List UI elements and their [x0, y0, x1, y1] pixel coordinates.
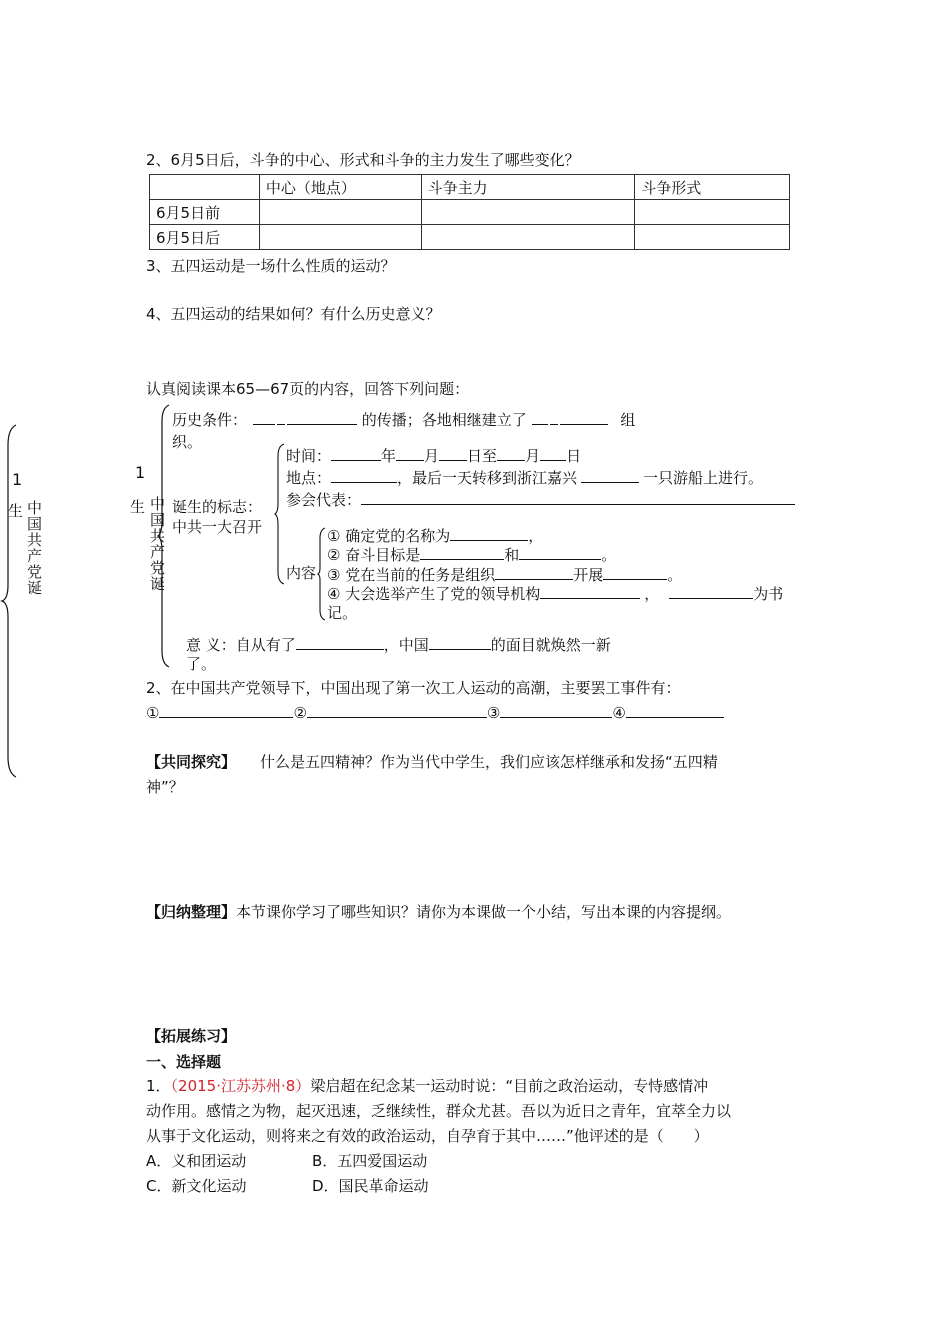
content-1-text: ① 确定党的名称为 [327, 527, 451, 545]
blank[interactable] [331, 446, 381, 461]
reading-intro: 认真阅读课本65—67页的内容，回答下列问题： [146, 380, 470, 398]
question-3: 3、五四运动是一场什么性质的运动？ [146, 257, 396, 275]
content-2-text: ② 奋斗目标是 [327, 546, 421, 564]
blank[interactable] [669, 584, 753, 599]
delegates-line [286, 488, 795, 512]
time-label: 时间： [286, 447, 332, 465]
table-row-label: 6月5日前 [150, 200, 260, 225]
place-end: 一只游船上进行。 [643, 469, 764, 487]
table-header-cell: 中心（地点） [259, 175, 421, 200]
table-header-cell: 斗争形式 [635, 175, 790, 200]
practice-q1-line2: 动作用。感情之为物，起灭迅速，乏继续性，群众尤甚。吾以为近日之青年，宜萃全力以 [146, 1102, 732, 1120]
comparison-table [149, 174, 790, 250]
strikes-question: 2、在中国共产党领导下，中国出现了第一次工人运动的高潮，主要罢工事件有： [146, 679, 681, 697]
practice-q1-text: 梁启超在纪念某一运动时说：“目前之政治运动，专恃感情冲 [310, 1077, 709, 1095]
blank[interactable] [439, 446, 467, 461]
blank[interactable] [497, 446, 525, 461]
blank[interactable] [550, 410, 558, 425]
history-condition [172, 408, 635, 432]
blank[interactable] [307, 703, 487, 718]
practice-q1-source: （2015·江苏苏州·8） [170, 1077, 311, 1095]
content-4 [327, 582, 783, 606]
blank[interactable] [287, 410, 357, 425]
option-a[interactable]: A．义和团运动 [146, 1152, 247, 1170]
content-4-end: 为书 [753, 585, 784, 603]
table-cell[interactable] [635, 200, 790, 225]
place-line [286, 466, 763, 490]
table-row [150, 200, 790, 225]
inner-side-char: 生 [130, 498, 146, 516]
strikes-blanks [146, 701, 724, 725]
question-4: 4、五四运动的结果如何？有什么历史意义？ [146, 305, 441, 323]
strike-mark: ④ [612, 704, 626, 722]
time-month-2: 月 [525, 447, 541, 465]
content-1-end: ， [528, 527, 544, 545]
table-header-row [150, 175, 790, 200]
history-mid: 的传播；各地相继建立了 [361, 411, 527, 429]
option-b[interactable]: B．五四爱国运动 [312, 1152, 428, 1170]
content-4-text: ④ 大会选举产生了党的领导机构 [327, 585, 541, 603]
time-to: 日至 [467, 447, 498, 465]
practice-q1-line1 [146, 1074, 708, 1098]
practice-label: 【拓展练习】 [146, 1027, 237, 1045]
meaning-3: 的面目就焕然一新 [490, 636, 611, 654]
blank[interactable] [159, 703, 293, 718]
explore-text: 什么是五四精神？作为当代中学生，我们应该怎样继承和发扬“五四精 [260, 753, 718, 771]
meaning-wrap: 了。 [186, 655, 217, 673]
outer-side-char: 生 [8, 502, 24, 520]
table-header-cell: 斗争主力 [421, 175, 635, 200]
blank[interactable] [532, 410, 548, 425]
blank[interactable] [253, 410, 275, 425]
content-label: 内容 [286, 564, 317, 582]
meaning-line [186, 633, 611, 657]
place-label: 地点： [286, 469, 332, 487]
practice-q1-line3: 从事于文化运动，则将来之有效的政治运动，自孕育于其中……”他评述的是（ ） [146, 1127, 709, 1145]
meaning-1: 意 义：自从有了 [186, 636, 296, 654]
option-d[interactable]: D．国民革命运动 [312, 1177, 429, 1195]
blank[interactable] [420, 545, 504, 560]
table-row-label: 6月5日后 [150, 225, 260, 250]
time-year: 年 [381, 447, 397, 465]
time-day: 日 [566, 447, 582, 465]
blank[interactable] [495, 565, 573, 580]
content-3-mid: 开展 [573, 566, 604, 584]
practice-section: 一、选择题 [146, 1053, 222, 1071]
history-end: 组 [620, 411, 636, 429]
blank[interactable] [626, 703, 724, 718]
blank[interactable] [277, 410, 285, 425]
option-c[interactable]: C．新文化运动 [146, 1177, 247, 1195]
blank[interactable] [396, 446, 424, 461]
history-wrap: 织。 [172, 433, 203, 451]
inner-vertical-title: 中国共产党诞 [148, 496, 166, 592]
summary-label: 【归纳整理】 [146, 903, 237, 921]
sign-label-2: 中共一大召开 [172, 518, 263, 536]
table-row [150, 225, 790, 250]
content-brace-icon [318, 528, 326, 620]
sub-brace-icon [275, 444, 285, 584]
delegates-label: 参会代表： [286, 491, 362, 509]
blank[interactable] [429, 635, 491, 650]
strike-mark: ② [293, 704, 307, 722]
blank[interactable] [331, 468, 397, 483]
summary-line [146, 900, 731, 924]
blank[interactable] [361, 490, 795, 505]
blank[interactable] [540, 446, 566, 461]
blank[interactable] [540, 584, 640, 599]
content-4-mid: ， [644, 585, 660, 603]
table-cell[interactable] [259, 200, 421, 225]
blank[interactable] [603, 565, 667, 580]
table-cell[interactable] [421, 225, 635, 250]
sign-label: 诞生的标志： [172, 498, 263, 516]
question-2-june5: 2、6月5日后，斗争的中心、形式和斗争的主力发生了哪些变化？ [146, 151, 580, 169]
practice-q1-num: 1． [146, 1077, 171, 1095]
explore-wrap: 神”？ [146, 778, 184, 796]
outer-side-number: 1 [12, 470, 23, 489]
inner-side-number: 1 [135, 463, 146, 482]
table-cell[interactable] [635, 225, 790, 250]
table-header-cell [150, 175, 260, 200]
content-3-end: 。 [667, 566, 683, 584]
explore-label: 【共同探究】 [146, 753, 237, 771]
time-line [286, 444, 581, 468]
strike-mark: ① [146, 704, 160, 722]
blank[interactable] [519, 545, 601, 560]
content-2-mid: 和 [504, 546, 520, 564]
history-label: 历史条件： [172, 411, 248, 429]
blank[interactable] [296, 635, 384, 650]
time-month: 月 [424, 447, 440, 465]
outer-vertical-title: 中国共产党诞 [25, 500, 43, 596]
content-2-end: 。 [601, 546, 617, 564]
main-brace-icon [158, 405, 170, 667]
blank[interactable] [500, 703, 612, 718]
content-4-wrap: 记。 [327, 604, 358, 622]
strike-mark: ③ [486, 704, 501, 722]
blank[interactable] [560, 410, 608, 425]
explore-line [146, 750, 718, 774]
blank[interactable] [581, 468, 639, 483]
place-mid: ，最后一天转移到浙江嘉兴 [397, 469, 578, 487]
table-cell[interactable] [421, 200, 635, 225]
meaning-2: ，中国 [383, 636, 429, 654]
table-cell[interactable] [259, 225, 421, 250]
content-3-text: ③ 党在当前的任务是组织 [327, 566, 496, 584]
blank[interactable] [450, 526, 528, 541]
summary-text: 本节课你学习了哪些知识？请你为本课做一个小结，写出本课的内容提纲。 [236, 903, 732, 921]
